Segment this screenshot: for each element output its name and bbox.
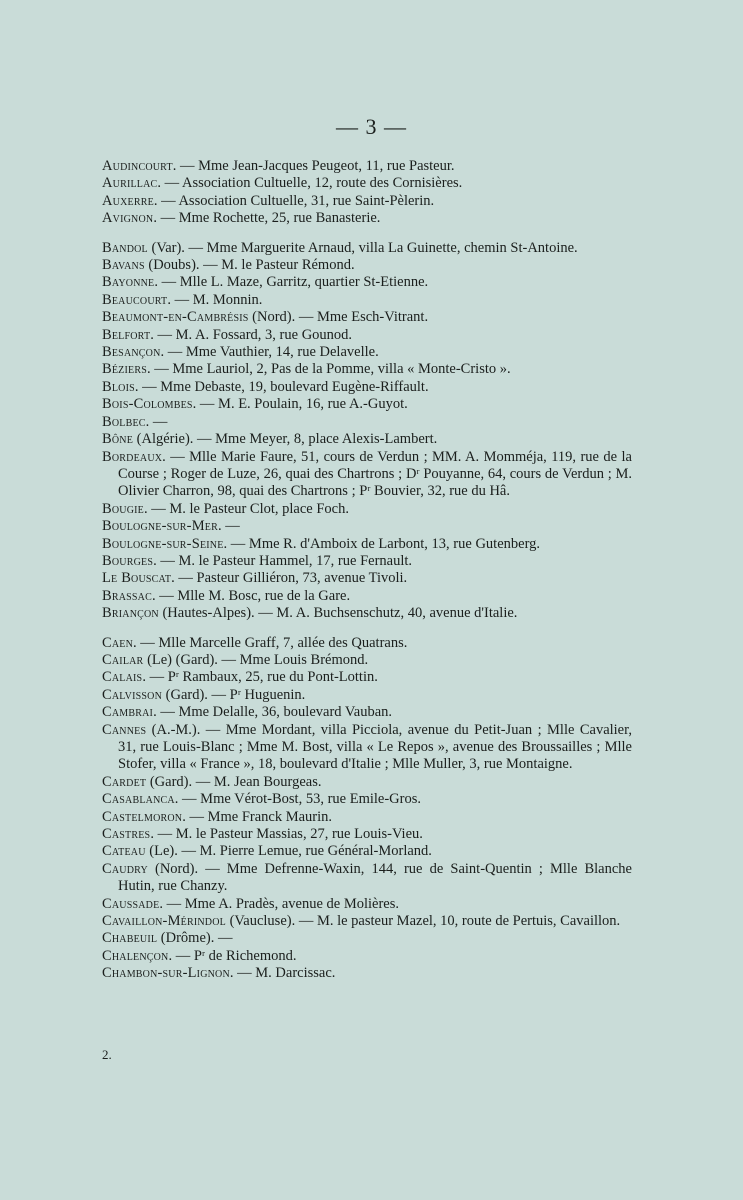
directory-entry	[102, 431, 632, 448]
entry-details: . — Pʳ de Richemond.	[168, 947, 297, 964]
place-name: Cardet	[102, 773, 147, 790]
directory-entry	[102, 774, 632, 791]
directory-entry	[102, 193, 632, 210]
directory-entry	[102, 896, 632, 913]
place-name: Castres	[102, 826, 151, 843]
directory-entry	[102, 669, 632, 686]
directory-entry	[102, 501, 632, 518]
directory-entry	[102, 210, 632, 227]
place-name: Calais	[102, 669, 143, 686]
entry-details: (Hautes-Alpes). — M. A. Buchsenschutz, 40, avenue d'Italie.	[158, 605, 518, 622]
entry-details: (Var). — Mme Marguerite Arnaud, villa La Guinette, chemin St-Antoine.	[147, 239, 578, 256]
place-name: Brassac	[102, 587, 152, 604]
entry-details: . — M. le Pasteur Massias, 27, rue Louis-Vieu.	[150, 826, 423, 843]
entry-details: . — M. le Pasteur Clot, place Foch.	[143, 500, 349, 517]
place-name: Briançon	[102, 605, 159, 622]
directory-entry	[102, 292, 632, 309]
place-name: Cateau	[102, 843, 146, 860]
place-name: Caen	[102, 634, 134, 651]
directory-entry	[102, 588, 632, 605]
directory-entry	[102, 635, 632, 652]
place-name: Cannes	[102, 721, 147, 738]
entry-details: . — Pʳ Rambaux, 25, rue du Pont-Lottin.	[142, 669, 378, 686]
directory-entry	[102, 518, 632, 535]
place-name: Bolbec	[102, 413, 146, 430]
entry-details: . — Mme Vauthier, 14, rue Delavelle.	[160, 344, 379, 361]
place-name: Calvisson	[102, 686, 163, 703]
directory-entry	[102, 913, 632, 930]
place-name: Cambrai	[102, 704, 154, 721]
place-name: Caudry	[102, 860, 148, 877]
entry-details: (Vaucluse). — M. le pasteur Mazel, 10, route de Pertuis, Cavaillon.	[225, 913, 621, 930]
directory-entry	[102, 158, 632, 175]
place-name: Bourges	[102, 552, 154, 569]
entry-details: . — Mlle Marie Faure, 51, cours de Verdun ; MM. A. Momméja, 119, rue de la Course ; Roger de Luze, 26, quai des Chartrons ; Dʳ Pouyanne, 64, cours de Verdun ; M. Olivier Charron, 98, quai des Chartrons ; Pʳ Bouvier, 32, rue du Hâ.	[118, 448, 632, 500]
place-name: Blois	[102, 378, 135, 395]
group-separator	[102, 623, 632, 635]
entry-details: (Gard). — Pʳ Huguenin.	[162, 686, 306, 703]
place-name: Chabeuil	[102, 930, 158, 947]
entry-details: . — Mme Vérot-Bost, 53, rue Emile-Gros.	[174, 791, 421, 808]
directory-entry	[102, 274, 632, 291]
directory-entry	[102, 361, 632, 378]
directory-entries	[102, 158, 632, 983]
place-name: Le Bouscat	[102, 570, 172, 587]
place-name: Cavaillon-Mérindol	[102, 913, 226, 930]
place-name: Belfort	[102, 326, 151, 343]
entry-details: (Nord). — Mme Esch-Vitrant.	[248, 309, 429, 326]
entry-details: . — Mlle M. Bosc, rue de la Gare.	[151, 587, 351, 604]
place-name: Avignon	[102, 210, 154, 227]
entry-details: . — M. A. Fossard, 3, rue Gounod.	[150, 326, 353, 343]
directory-entry	[102, 327, 632, 344]
place-name: Beaumont-en-Cambrésis	[102, 309, 249, 326]
entry-details: . — Pasteur Gilliéron, 73, avenue Tivoli.	[171, 570, 408, 587]
entry-details: . — Mme Lauriol, 2, Pas de la Pomme, villa « Monte-Cristo ».	[146, 361, 511, 378]
directory-entry	[102, 948, 632, 965]
entry-details: . — Mme Rochette, 25, rue Banasterie.	[153, 210, 381, 227]
directory-entry	[102, 570, 632, 587]
directory-entry	[102, 826, 632, 843]
entry-details: . — M. Darcissac.	[229, 965, 336, 982]
entry-details: . — Mlle Marcelle Graff, 7, allée des Quatrans.	[133, 634, 408, 651]
place-name: Bandol	[102, 239, 148, 256]
directory-entry	[102, 396, 632, 413]
entry-details: (Gard). — M. Jean Bourgeas.	[146, 773, 322, 790]
place-name: Cailar	[102, 651, 144, 668]
entry-details: . — M. le Pasteur Hammel, 17, rue Fernault.	[153, 552, 413, 569]
directory-entry	[102, 722, 632, 774]
place-name: Chambon-sur-Lignon	[102, 965, 230, 982]
place-name: Beaucourt	[102, 291, 168, 308]
place-name: Boulogne-sur-Mer	[102, 518, 218, 535]
directory-entry	[102, 652, 632, 669]
directory-entry	[102, 704, 632, 721]
entry-details: . — Association Cultuelle, 31, rue Saint-Pèlerin.	[153, 192, 435, 209]
directory-entry	[102, 809, 632, 826]
entry-details: (Algérie). — Mme Meyer, 8, place Alexis-Lambert.	[133, 431, 438, 448]
entry-details: (Le) (Gard). — Mme Louis Brémond.	[143, 651, 369, 668]
place-name: Boulogne-sur-Seine	[102, 535, 224, 552]
directory-entry	[102, 965, 632, 982]
group-separator	[102, 228, 632, 240]
directory-entry	[102, 379, 632, 396]
directory-entry	[102, 175, 632, 192]
place-name: Audincourt	[102, 158, 173, 174]
page-number: — 3 —	[336, 114, 407, 139]
directory-entry	[102, 930, 632, 947]
directory-entry	[102, 414, 632, 431]
place-name: Chalençon	[102, 947, 169, 964]
entry-details: (A.-M.). — Mme Mordant, villa Picciola, avenue du Petit-Juan ; Mlle Cavalier, 31, rue Louis-Blanc ; Mme M. Bost, villa « Le Repos », avenue des Broussailles ; Mlle Stofer, villa « France », 18, boulevard d'Italie ; Mlle Muller, 3, rue Montaigne.	[118, 721, 632, 773]
entry-details: . — Mme Franck Maurin.	[182, 808, 333, 825]
entry-details: . — M. Monnin.	[167, 291, 263, 308]
entry-details: . — Mme R. d'Amboix de Larbont, 13, rue Gutenberg.	[223, 535, 541, 552]
place-name: Bône	[102, 431, 134, 448]
place-name: Bayonne	[102, 274, 155, 291]
entry-details: (Nord). — Mme Defrenne-Waxin, 144, rue de Saint-Quentin ; Mlle Blanche Hutin, rue Chanzy.	[118, 860, 632, 895]
place-name: Bordeaux	[102, 448, 163, 465]
directory-entry	[102, 257, 632, 274]
directory-entry	[102, 536, 632, 553]
directory-entry	[102, 553, 632, 570]
place-name: Bavans	[102, 257, 145, 274]
directory-entry	[102, 605, 632, 622]
place-name: Aurillac	[102, 175, 158, 192]
entry-details: . — Mme A. Pradès, avenue de Molières.	[159, 895, 399, 912]
entry-details: . — M. E. Poulain, 16, rue A.-Guyot.	[192, 396, 408, 413]
place-name: Béziers	[102, 361, 147, 378]
entry-details: (Le). — M. Pierre Lemue, rue Général-Morland.	[145, 843, 432, 860]
place-name: Caussade	[102, 895, 160, 912]
directory-entry	[102, 344, 632, 361]
entry-details: (Doubs). — M. le Pasteur Rémond.	[144, 257, 355, 274]
entry-details: . — Association Cultuelle, 12, route des Cornisières.	[157, 175, 463, 192]
entry-details: . — Mlle L. Maze, Garritz, quartier St-Etienne.	[154, 274, 429, 291]
entry-details: . —	[145, 413, 168, 430]
directory-entry	[102, 843, 632, 860]
entry-details: . — Mme Delalle, 36, boulevard Vauban.	[153, 704, 393, 721]
place-name: Bois-Colombes	[102, 396, 193, 413]
place-name: Auxerre	[102, 192, 154, 209]
entry-details: . — Mme Jean-Jacques Peugeot, 11, rue Pasteur.	[172, 158, 455, 174]
place-name: Castelmoron	[102, 808, 183, 825]
entry-details: (Drôme). —	[157, 930, 233, 947]
place-name: Besançon	[102, 344, 161, 361]
entry-details: . — Mme Debaste, 19, boulevard Eugène-Riffault.	[134, 378, 429, 395]
directory-entry	[102, 240, 632, 257]
place-name: Casablanca	[102, 791, 175, 808]
directory-entry	[102, 309, 632, 326]
entry-details: . —	[217, 518, 240, 535]
place-name: Bougie	[102, 500, 144, 517]
signature-mark: 2.	[102, 1047, 112, 1062]
directory-entry	[102, 791, 632, 808]
directory-entry	[102, 449, 632, 501]
directory-entry	[102, 861, 632, 896]
directory-entry	[102, 687, 632, 704]
